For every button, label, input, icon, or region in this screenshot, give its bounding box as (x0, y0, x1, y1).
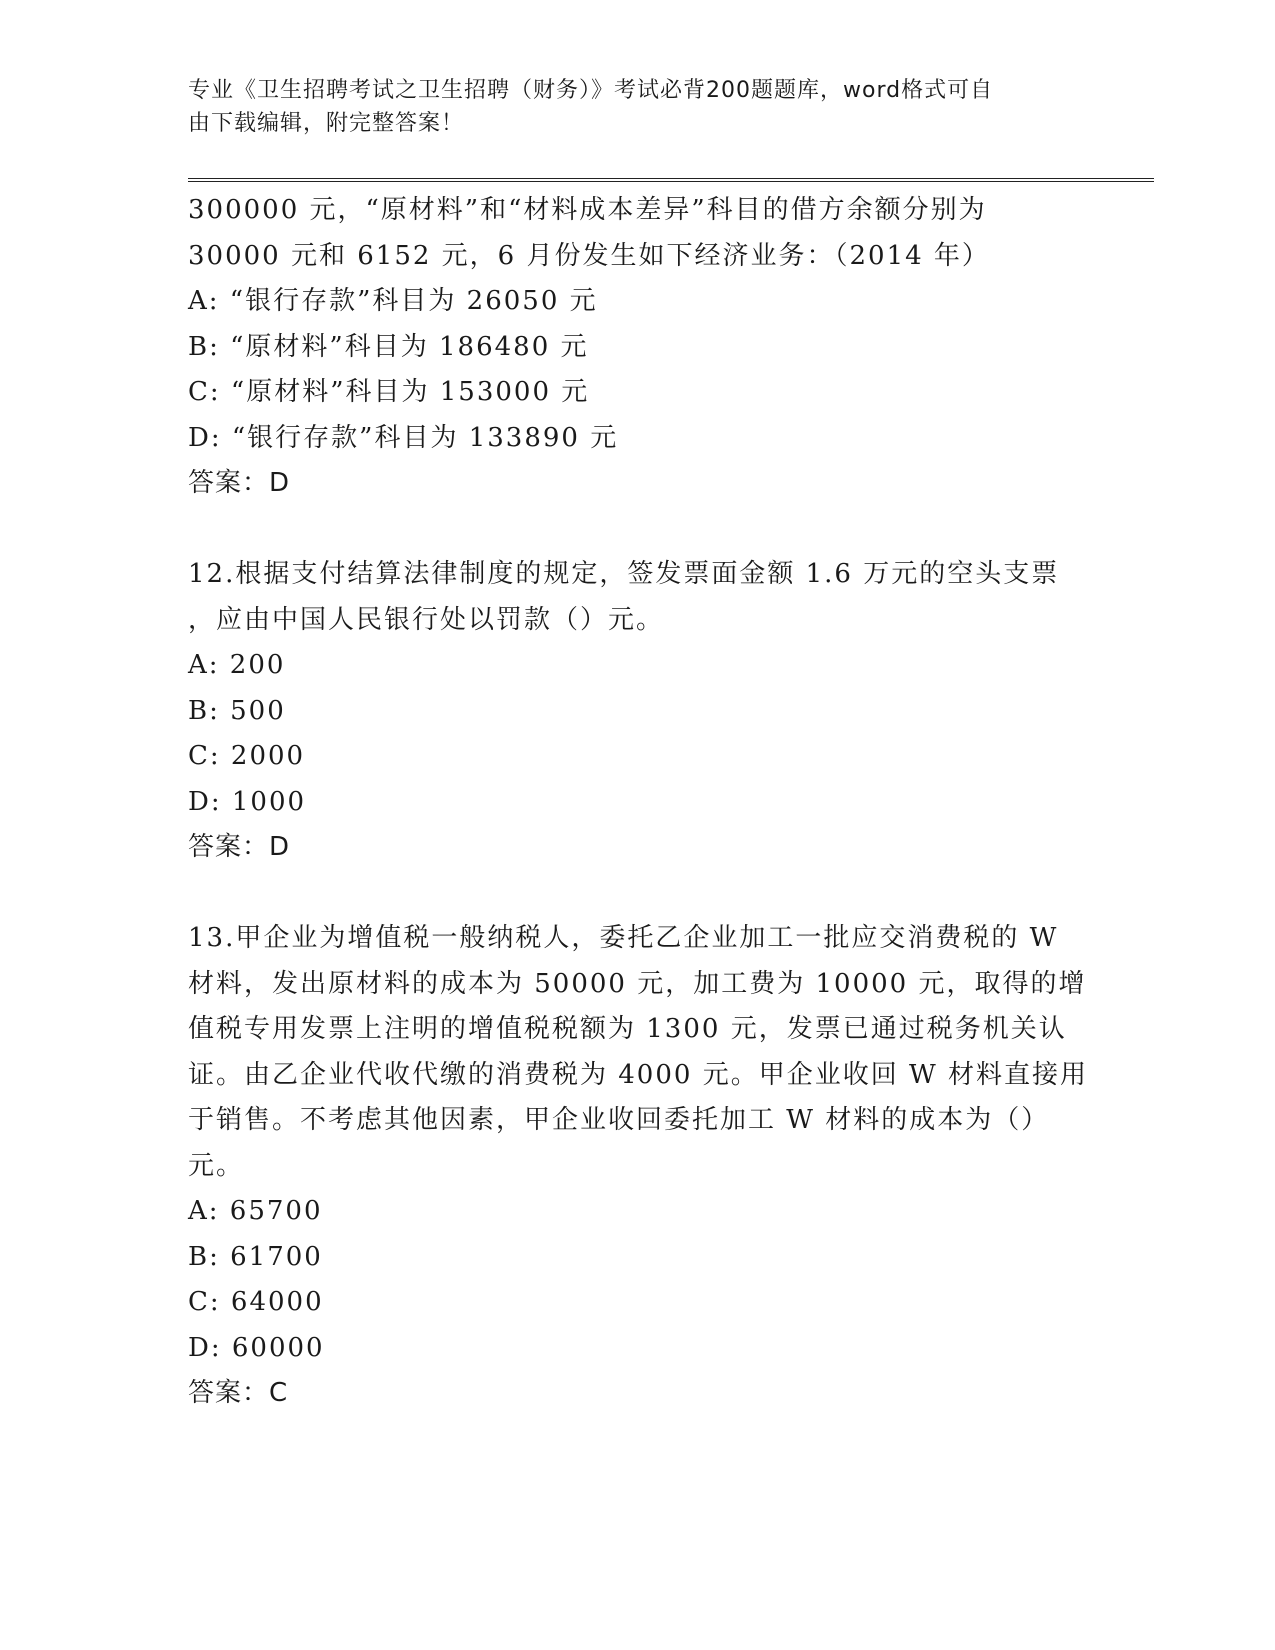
option-d: D: 60000 (188, 1332, 325, 1363)
answer-line: 答案：D (188, 468, 291, 498)
option-a: A: “银行存款”科目为 26050 元 (188, 286, 598, 316)
question-stem-line: 值税专用发票上注明的增值税税额为 1300 元，发票已通过税务机关认 (188, 1014, 1067, 1044)
question-stem-line: 12.根据支付结算法律制度的规定，签发票面金额 1.6 万元的空头支票 (188, 559, 1060, 589)
header-line-1: 专业《卫生招聘考试之卫生招聘（财务）》考试必背200题题库，word格式可自 (188, 78, 994, 103)
option-a: A: 65700 (188, 1196, 323, 1226)
question-stem-line: 13.甲企业为增值税一般纳税人，委托乙企业加工一批应交消费税的 W (188, 923, 1059, 953)
option-d: D: “银行存款”科目为 133890 元 (188, 422, 619, 453)
question-13 (188, 916, 1088, 1417)
option-d: D: 1000 (188, 786, 307, 817)
option-c: C: 64000 (188, 1287, 324, 1317)
option-a: A: 200 (188, 650, 286, 680)
document-body (188, 188, 1088, 1417)
question-stem-line: 材料，发出原材料的成本为 50000 元，加工费为 10000 元，取得的增 (188, 968, 1087, 999)
question-stem-line: 300000 元，“原材料”和“材料成本差异”科目的借方余额分别为 (188, 195, 987, 225)
option-b: B: 61700 (188, 1241, 323, 1272)
question-stem-line: 30000 元和 6152 元，6 月份发生如下经济业务：（2014 年） (188, 240, 990, 271)
question-stem-line: 于销售。不考虑其他因素，甲企业收回委托加工 W 材料的成本为（） (188, 1105, 1050, 1135)
question-stem-line: 证。由乙企业代收代缴的消费税为 4000 元。甲企业收回 W 材料直接用 (188, 1059, 1088, 1090)
option-b: B: 500 (188, 695, 286, 726)
option-b: B: “原材料”科目为 186480 元 (188, 331, 589, 362)
question-stem-line: 元。 (188, 1150, 245, 1181)
spacer (188, 507, 1088, 553)
header-line-2: 由下载编辑，附完整答案！ (188, 111, 465, 136)
question-11 (188, 188, 1088, 507)
question-stem-line: ，应由中国人民银行处以罚款（）元。 (188, 604, 665, 635)
option-c: C: 2000 (188, 741, 306, 771)
spacer (188, 871, 1088, 917)
header-divider (188, 178, 1154, 182)
page-header (188, 74, 1068, 140)
answer-line: 答案：C (188, 1378, 289, 1408)
answer-line: 答案：D (188, 832, 291, 862)
option-c: C: “原材料”科目为 153000 元 (188, 377, 590, 407)
question-12 (188, 552, 1088, 871)
